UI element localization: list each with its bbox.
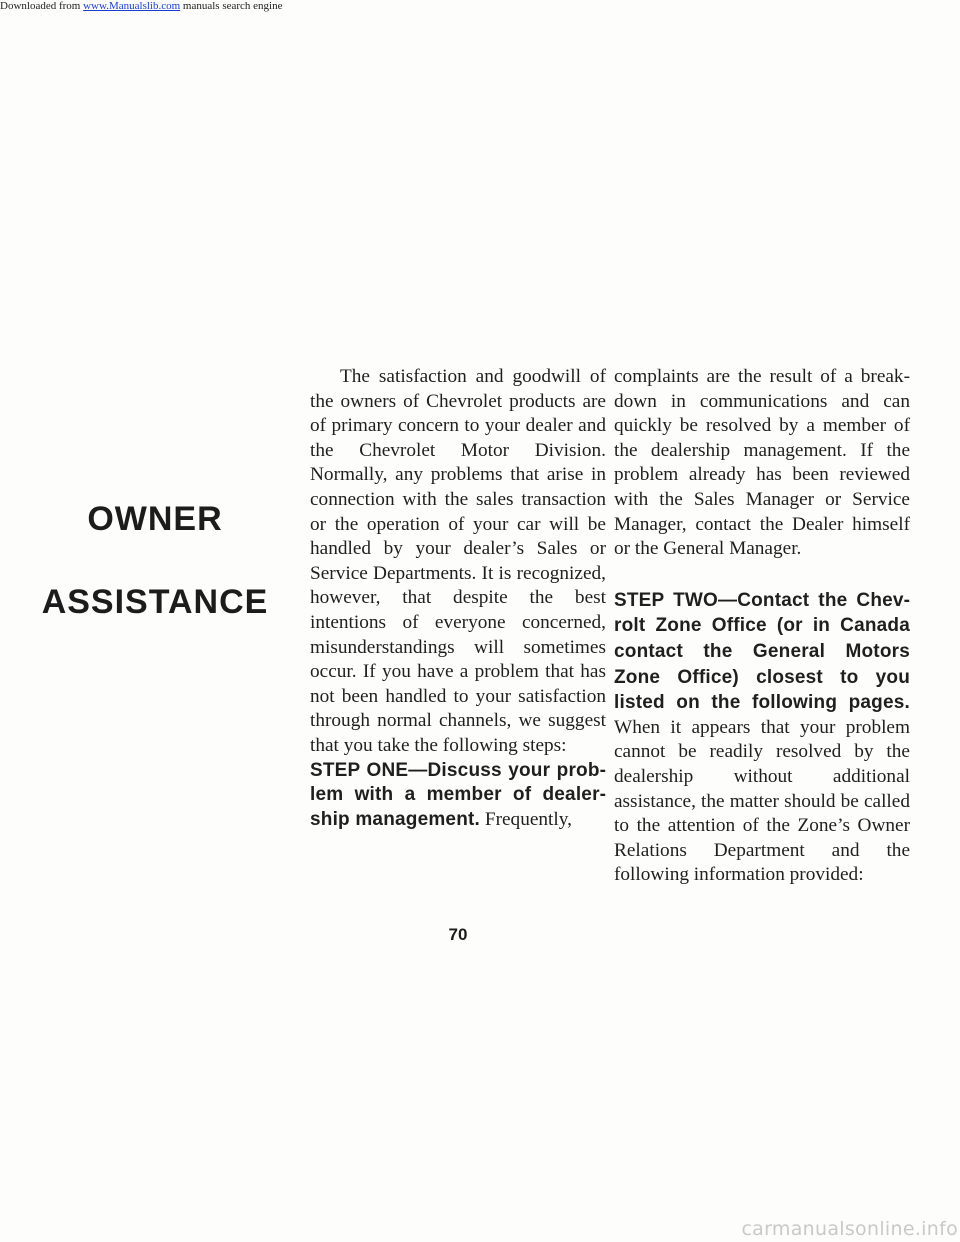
header-prefix: Downloaded from — [0, 0, 84, 12]
left-column — [310, 365, 606, 832]
step-two-heading: STEP TWO—Contact the Chevrolt Zone Office (or in Canada contact the General Motors Zone Office) closest to you listed on the following pages. — [614, 589, 910, 714]
step-one-text: Frequently, — [480, 808, 572, 830]
page-number: 70 — [448, 925, 468, 944]
step-one-heading: STEP ONE—Discuss your problem with a member of dealership management. — [310, 759, 606, 830]
step-two-text: When it appears that your problem cannot be readily resolved by the dealership without additional assistance, the matter should be called to the attention of the Zone’s Owner Relations Department and the following information provided: — [614, 716, 910, 886]
manualslib-link[interactable]: www.Manualslib.com — [83, 0, 181, 12]
right-column — [614, 365, 910, 888]
intro-paragraph: The satisfaction and goodwill of the owners of Chevrolet products are of primary concern to your dealer and the Chevrolet Motor Division. Normally, any problems that arise in connection with the sales transaction or the operation of your car will be handled by your dealer’s Sales or Service Departments. It is recognized, however, that despite the best intentions of everyone concerned, misunderstandings will sometimes occur. If you have a problem that has not been handled to your satisfaction through normal channels, we suggest that you take the following steps: — [310, 366, 606, 756]
header-suffix: manuals search engine — [180, 0, 283, 12]
step-two-paragraph — [614, 588, 910, 888]
section-title-owner: OWNER — [87, 500, 223, 538]
continuation-paragraph: complaints are the result of a breakdown in communications and can quickly be resolved by a member of the dealership management. If the problem already has been reviewed with the Sales Manager or Service Manager, contact the Dealer himself or the General Manager. — [614, 366, 910, 560]
watermark-text: carmanualsonline.info — [741, 1218, 958, 1240]
section-title-assistance: ASSISTANCE — [41, 583, 269, 621]
download-header — [0, 0, 960, 14]
step-one-paragraph — [310, 759, 606, 833]
